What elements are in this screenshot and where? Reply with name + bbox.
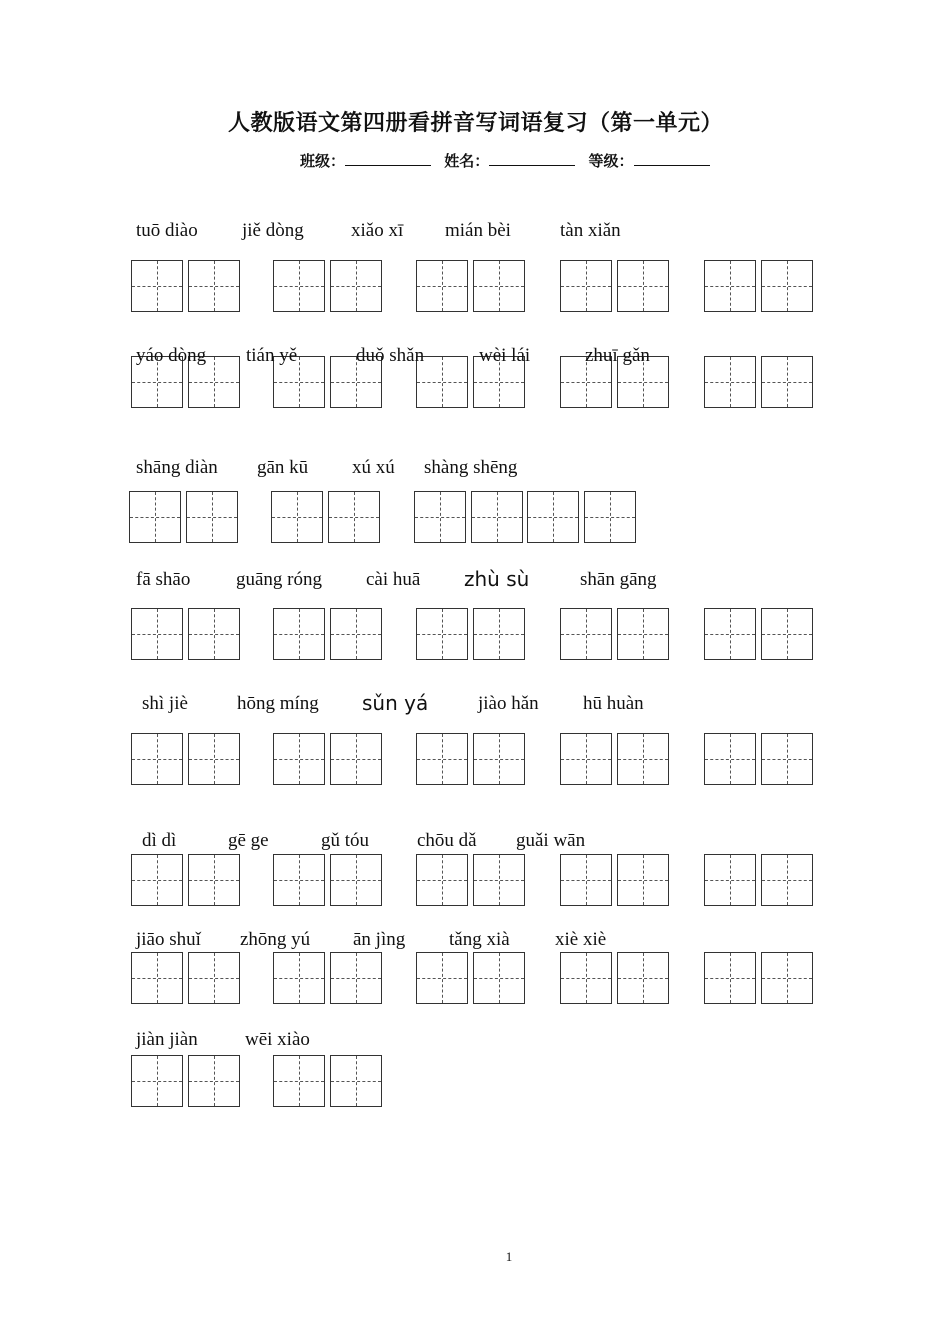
- writing-cell[interactable]: [761, 733, 813, 785]
- pinyin-word: shàng shēng: [424, 457, 518, 478]
- pinyin-word: jiāo shuǐ: [136, 929, 201, 950]
- pinyin-word: gǔ tóu: [321, 830, 370, 851]
- name-blank[interactable]: [489, 151, 575, 166]
- pinyin-word: xú xú: [352, 457, 395, 478]
- student-info-line: [300, 150, 718, 171]
- class-blank[interactable]: [345, 151, 431, 166]
- pinyin-word: guǎi wān: [516, 830, 586, 851]
- writing-cell[interactable]: [473, 733, 525, 785]
- writing-cell[interactable]: [330, 260, 382, 312]
- writing-cell[interactable]: [473, 952, 525, 1004]
- pinyin-word: yáo dòng: [136, 345, 207, 366]
- writing-cell[interactable]: [527, 491, 579, 543]
- writing-cell[interactable]: [328, 491, 380, 543]
- pinyin-word: tuō diào: [136, 220, 198, 241]
- writing-cell[interactable]: [761, 260, 813, 312]
- writing-cell[interactable]: [188, 854, 240, 906]
- pinyin-word: gān kū: [257, 457, 309, 478]
- pinyin-word: hū huàn: [583, 693, 644, 714]
- writing-cell[interactable]: [560, 733, 612, 785]
- page-title: 人教版语文第四册看拼音写词语复习（第一单元）: [228, 111, 724, 136]
- writing-cell[interactable]: [188, 608, 240, 660]
- writing-cell[interactable]: [416, 733, 468, 785]
- writing-cell[interactable]: [273, 733, 325, 785]
- writing-cell[interactable]: [761, 952, 813, 1004]
- writing-cell[interactable]: [761, 608, 813, 660]
- class-label: 班级：: [300, 152, 346, 170]
- pinyin-word: jiàn jiàn: [136, 1029, 198, 1050]
- writing-cell[interactable]: [273, 260, 325, 312]
- pinyin-word: tián yě: [246, 345, 298, 366]
- pinyin-word: fā shāo: [136, 569, 191, 590]
- writing-cell[interactable]: [131, 733, 183, 785]
- writing-cell[interactable]: [330, 952, 382, 1004]
- writing-cell[interactable]: [273, 854, 325, 906]
- writing-cell[interactable]: [188, 260, 240, 312]
- writing-cell[interactable]: [188, 1055, 240, 1107]
- writing-cell[interactable]: [617, 260, 669, 312]
- writing-cell[interactable]: [129, 491, 181, 543]
- writing-cell[interactable]: [416, 952, 468, 1004]
- pinyin-word: gē ge: [228, 830, 269, 851]
- pinyin-word: tǎng xià: [449, 929, 510, 950]
- pinyin-word: shì jiè: [142, 693, 188, 714]
- pinyin-word: shān gāng: [580, 569, 657, 590]
- writing-cell[interactable]: [704, 952, 756, 1004]
- page-number: 1: [505, 1249, 513, 1264]
- writing-cell[interactable]: [131, 854, 183, 906]
- writing-cell[interactable]: [416, 608, 468, 660]
- writing-cell[interactable]: [273, 608, 325, 660]
- pinyin-word: jiào hǎn: [478, 693, 539, 714]
- writing-cell[interactable]: [188, 733, 240, 785]
- writing-cell[interactable]: [131, 608, 183, 660]
- writing-cell[interactable]: [330, 733, 382, 785]
- writing-cell[interactable]: [131, 1055, 183, 1107]
- writing-cell[interactable]: [704, 260, 756, 312]
- pinyin-word: wèi lái: [479, 345, 531, 366]
- pinyin-word: jiě dòng: [242, 220, 304, 241]
- pinyin-word: xiè xiè: [555, 929, 607, 950]
- pinyin-word: chōu dǎ: [417, 830, 477, 851]
- writing-cell[interactable]: [617, 854, 669, 906]
- grade-blank[interactable]: [634, 151, 710, 166]
- pinyin-word: ān jìng: [353, 929, 406, 950]
- writing-cell[interactable]: [704, 356, 756, 408]
- writing-cell[interactable]: [761, 356, 813, 408]
- writing-cell[interactable]: [617, 733, 669, 785]
- pinyin-word: xiǎo xī: [351, 220, 404, 241]
- writing-cell[interactable]: [414, 491, 466, 543]
- grade-label: 等级：: [588, 152, 634, 170]
- writing-cell[interactable]: [330, 608, 382, 660]
- writing-cell[interactable]: [186, 491, 238, 543]
- writing-cell[interactable]: [271, 491, 323, 543]
- pinyin-word: dì dì: [142, 830, 177, 851]
- writing-cell[interactable]: [584, 491, 636, 543]
- writing-cell[interactable]: [416, 260, 468, 312]
- pinyin-word: guāng róng: [236, 569, 323, 590]
- writing-cell[interactable]: [704, 733, 756, 785]
- writing-cell[interactable]: [560, 608, 612, 660]
- writing-cell[interactable]: [473, 854, 525, 906]
- writing-cell[interactable]: [131, 260, 183, 312]
- writing-cell[interactable]: [416, 854, 468, 906]
- writing-cell[interactable]: [471, 491, 523, 543]
- pinyin-word: zhōng yú: [240, 929, 311, 950]
- writing-cell[interactable]: [273, 1055, 325, 1107]
- pinyin-word: shāng diàn: [136, 457, 218, 478]
- writing-cell[interactable]: [330, 1055, 382, 1107]
- writing-cell[interactable]: [704, 854, 756, 906]
- writing-cell[interactable]: [131, 952, 183, 1004]
- writing-cell[interactable]: [273, 952, 325, 1004]
- pinyin-word: mián bèi: [445, 220, 511, 241]
- writing-cell[interactable]: [704, 608, 756, 660]
- writing-cell[interactable]: [560, 854, 612, 906]
- writing-cell[interactable]: [617, 608, 669, 660]
- pinyin-word: tàn xiǎn: [560, 220, 621, 241]
- writing-cell[interactable]: [560, 952, 612, 1004]
- writing-cell[interactable]: [761, 854, 813, 906]
- writing-cell[interactable]: [188, 952, 240, 1004]
- pinyin-word: wēi xiào: [245, 1029, 310, 1050]
- writing-cell[interactable]: [473, 260, 525, 312]
- writing-cell[interactable]: [473, 608, 525, 660]
- name-label: 姓名：: [444, 152, 490, 170]
- pinyin-word: zhuī gǎn: [585, 345, 650, 366]
- pinyin-word: sǔn yá: [362, 691, 429, 715]
- pinyin-word: zhù sù: [464, 567, 530, 591]
- pinyin-word: cài huā: [366, 569, 421, 590]
- pinyin-word: duǒ shǎn: [356, 345, 425, 366]
- pinyin-word: hōng míng: [237, 693, 319, 714]
- writing-cell[interactable]: [617, 952, 669, 1004]
- writing-cell[interactable]: [560, 260, 612, 312]
- writing-cell[interactable]: [330, 854, 382, 906]
